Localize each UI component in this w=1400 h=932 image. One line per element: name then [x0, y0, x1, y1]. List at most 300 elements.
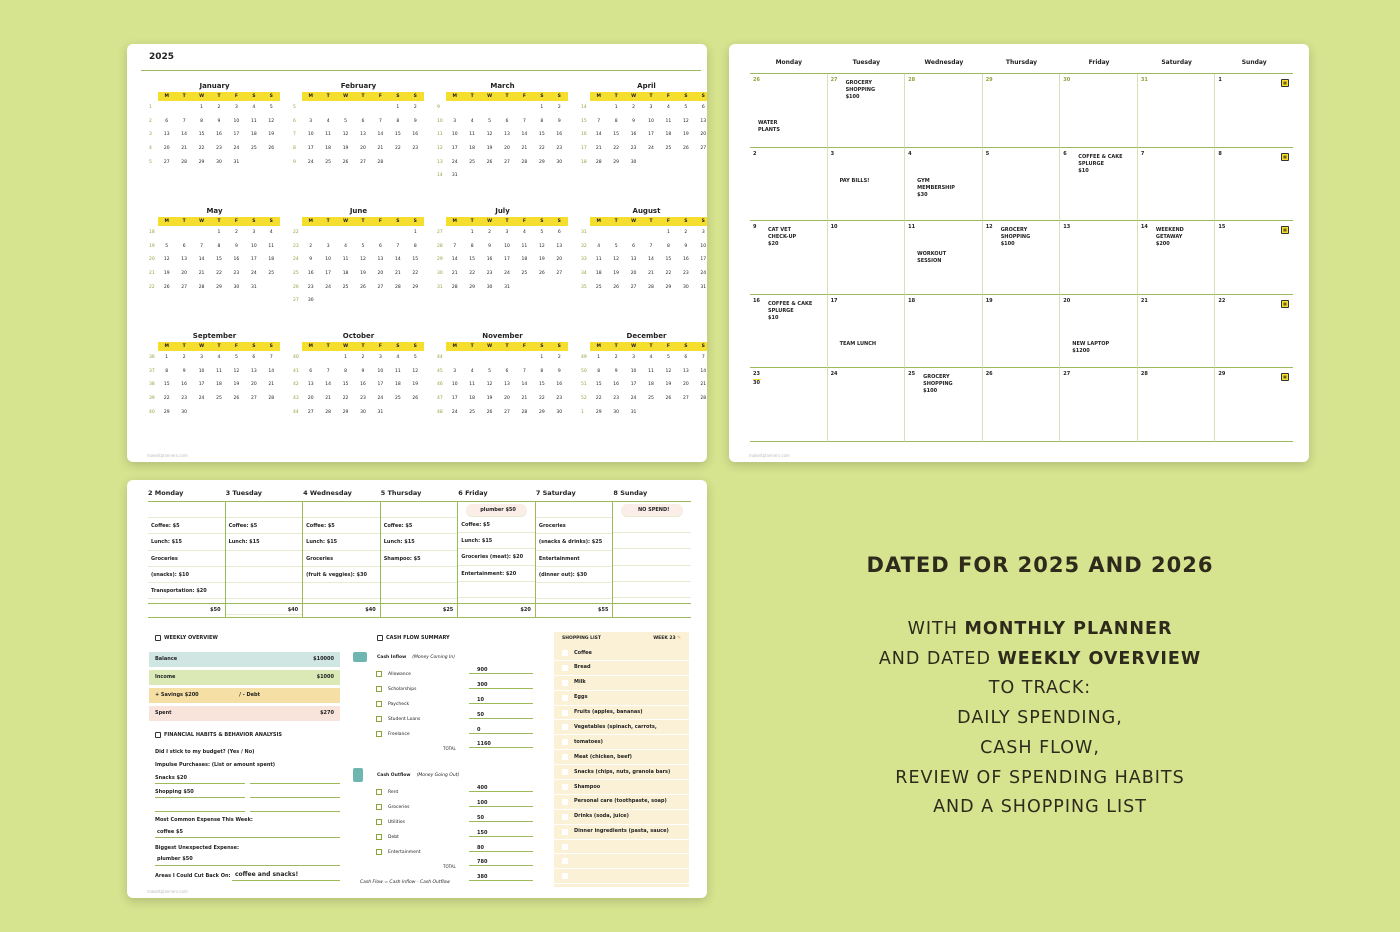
week-number: 40 — [293, 355, 299, 360]
shopping-item[interactable] — [554, 720, 689, 735]
overview-value[interactable]: / - Debt — [239, 692, 260, 698]
day-number: 30 — [753, 380, 760, 387]
date-cell: 8 — [666, 243, 670, 249]
week-row — [581, 378, 707, 392]
budget-question: Did I stick to my budget? (Yes / No) — [155, 749, 255, 755]
impulse-answer-1[interactable]: Snacks $20 — [155, 775, 187, 781]
expense-line[interactable]: Lunch: $15 — [381, 534, 458, 550]
date-cell: 27 — [682, 396, 689, 402]
week-row — [293, 406, 424, 420]
checkbox-icon — [377, 635, 383, 641]
expense-line[interactable] — [226, 551, 303, 567]
expense-line[interactable] — [303, 502, 380, 518]
item-label: Coffee — [574, 649, 592, 656]
date-cell: 15 — [538, 132, 545, 138]
date-cell: 18 — [250, 132, 257, 138]
checkbox[interactable] — [562, 769, 568, 775]
date-cell: 17 — [451, 396, 458, 402]
weekly-overview-heading: WEEKLY OVERVIEW — [155, 635, 218, 641]
day-cell[interactable] — [750, 221, 828, 295]
shopping-item[interactable] — [554, 661, 689, 676]
day-cell[interactable] — [750, 368, 828, 442]
week-row — [437, 156, 568, 170]
weekday-label: W — [487, 94, 493, 99]
cut-back-answer[interactable]: coffee and snacks! — [235, 871, 299, 878]
week-row — [149, 128, 280, 142]
date-cell: 8 — [200, 118, 203, 124]
shopping-item[interactable] — [554, 676, 689, 691]
week-number: 26 — [293, 284, 299, 290]
expense-line[interactable]: Groceries — [148, 551, 225, 567]
expense-line[interactable]: Entertainment — [536, 551, 613, 567]
date-cell — [407, 406, 424, 420]
date-cell: 27 — [163, 159, 170, 165]
expense-line[interactable] — [613, 566, 691, 582]
date-cell: 8 — [413, 243, 417, 249]
expense-line[interactable]: Entertainment: $20 — [458, 566, 535, 582]
date-cell: 2 — [361, 355, 365, 360]
date-cell: 17 — [307, 146, 314, 152]
date-cell: 23 — [233, 271, 240, 277]
date-cell: 10 — [250, 243, 257, 249]
date-cell: 11 — [325, 132, 331, 138]
day-cell[interactable] — [1060, 148, 1138, 222]
checkbox[interactable] — [562, 650, 568, 656]
overview-value[interactable]: $10000 — [313, 656, 334, 662]
date-cell — [263, 281, 280, 295]
expense-line[interactable] — [536, 502, 613, 518]
expense-line[interactable]: Shampoo: $5 — [381, 551, 458, 567]
outflow-item — [376, 804, 409, 810]
day-cell[interactable] — [828, 148, 906, 222]
weekday-label: T — [614, 94, 618, 99]
day-cell[interactable] — [905, 221, 983, 295]
date-cell: 14 — [377, 132, 384, 138]
date-cell — [319, 294, 336, 308]
date-cell: 20 — [700, 132, 707, 138]
date-cell — [245, 156, 262, 170]
checkbox[interactable] — [376, 686, 382, 692]
month-block — [149, 330, 280, 419]
overview-label: Income — [155, 674, 176, 680]
inflow-value[interactable]: 10 — [469, 697, 533, 704]
shopping-item[interactable] — [554, 825, 689, 840]
day-cell[interactable] — [1060, 368, 1138, 442]
date-cell: 28 — [521, 159, 528, 165]
expense-line[interactable]: Coffee: $5 — [458, 517, 535, 533]
checkbox[interactable] — [562, 665, 568, 671]
day-number: 27 — [1063, 371, 1071, 378]
expense-line[interactable]: (fruit & veggies): $30 — [303, 567, 380, 583]
date-cell: 6 — [557, 230, 561, 235]
checkbox[interactable] — [562, 799, 568, 805]
weekday-label: T — [649, 344, 653, 349]
expense-line[interactable]: Lunch: $15 — [226, 534, 303, 550]
day-cell[interactable] — [1138, 148, 1216, 222]
date-cell: 22 — [412, 271, 419, 277]
answer-line — [155, 797, 245, 798]
week-row — [149, 253, 280, 267]
date-cell: 29 — [469, 284, 475, 290]
week-number: WEEK 23 ✎ — [653, 636, 681, 641]
inflow-value[interactable]: 50 — [469, 712, 533, 719]
date-cell: 7 — [182, 118, 186, 124]
week-row — [581, 226, 707, 240]
date-cell: 14 — [595, 132, 602, 138]
inflow-value[interactable]: 900 — [469, 667, 533, 674]
expense-line[interactable] — [226, 583, 303, 599]
date-cell: 28 — [181, 159, 187, 165]
date-cell: 1 — [597, 355, 601, 360]
expense-line[interactable] — [381, 567, 458, 583]
date-cell: 5 — [234, 355, 238, 360]
shopping-item[interactable] — [554, 646, 689, 661]
weekday-header: 3 Tuesday — [225, 489, 263, 497]
event-note: CAT VET CHECK-UP $20 — [768, 227, 797, 248]
shopping-item[interactable] — [554, 780, 689, 795]
weekday-label: S — [684, 344, 688, 349]
date-cell — [407, 294, 424, 308]
checkbox[interactable] — [562, 695, 568, 701]
date-cell: 13 — [360, 132, 366, 138]
calendar-icon[interactable]: ▦ — [1281, 373, 1289, 381]
week-number: 5 — [149, 159, 152, 165]
outflow-label: Rent — [388, 789, 399, 795]
day-cell[interactable] — [1215, 221, 1293, 295]
outflow-label: Debt — [388, 834, 399, 840]
expense-line[interactable]: NO SPEND! — [621, 504, 683, 517]
week-row — [149, 115, 280, 129]
day-cell[interactable] — [983, 221, 1061, 295]
calendar-icon[interactable]: ▦ — [1281, 153, 1289, 161]
date-cell: 25 — [595, 284, 602, 290]
checkbox[interactable] — [562, 829, 568, 835]
common-expense-answer[interactable]: coffee $5 — [157, 829, 183, 835]
expense-line[interactable] — [226, 567, 303, 583]
date-cell: 19 — [486, 396, 493, 402]
overview-value[interactable]: $1000 — [316, 674, 334, 680]
checkbox[interactable] — [562, 858, 568, 864]
date-cell: 1 — [200, 105, 203, 110]
date-cell: 2 — [413, 105, 417, 110]
day-cell[interactable] — [983, 148, 1061, 222]
week-number: 9 — [293, 159, 296, 165]
weekday-label: S — [252, 344, 256, 349]
checkbox[interactable] — [562, 739, 568, 745]
day-number: 16 — [753, 297, 760, 304]
checkbox[interactable] — [376, 849, 382, 855]
expense-line[interactable]: Coffee: $5 — [303, 518, 380, 534]
date-cell: 19 — [233, 382, 240, 388]
daily-total: $55 — [536, 604, 614, 617]
outflow-value[interactable]: 50 — [469, 815, 533, 822]
checkbox[interactable] — [376, 834, 382, 840]
shopping-item[interactable] — [554, 765, 689, 780]
date-cell: 8 — [470, 243, 474, 249]
date-cell: 15 — [613, 132, 619, 138]
expense-line[interactable] — [458, 582, 535, 598]
checkbox[interactable] — [562, 680, 568, 686]
date-cell: 28 — [648, 284, 654, 290]
date-cell — [590, 226, 607, 240]
date-cell: 20 — [250, 382, 257, 388]
expense-line[interactable] — [148, 502, 225, 518]
item-label: Milk — [574, 679, 586, 686]
expense-line[interactable] — [613, 517, 691, 533]
date-cell: 28 — [595, 159, 602, 165]
expense-line[interactable]: (snacks & drinks): $25 — [536, 534, 613, 550]
date-cell: 6 — [309, 368, 313, 374]
date-cell — [463, 169, 480, 183]
inflow-value[interactable]: 300 — [469, 682, 533, 689]
expense-line[interactable]: (dinner out): $30 — [536, 567, 613, 583]
checkbox[interactable] — [376, 804, 382, 810]
outflow-value[interactable]: 100 — [469, 800, 533, 807]
day-cell[interactable] — [1138, 221, 1216, 295]
expense-line[interactable] — [536, 583, 613, 599]
date-cell: 12 — [268, 118, 275, 124]
outflow-value[interactable]: 150 — [469, 830, 533, 837]
date-cell: 28 — [394, 284, 401, 290]
expense-line[interactable]: (snacks): $10 — [148, 567, 225, 583]
day-cell[interactable] — [750, 295, 828, 369]
expense-line[interactable]: Groceries — [536, 518, 613, 534]
answer-line — [250, 783, 340, 784]
date-cell: 1 — [413, 230, 417, 235]
date-cell: 30 — [613, 409, 619, 415]
date-cell: 7 — [701, 355, 705, 360]
checkbox[interactable] — [376, 716, 382, 722]
checkbox[interactable] — [562, 814, 568, 820]
expense-line[interactable]: Groceries (meat): $20 — [458, 549, 535, 565]
day-cell[interactable] — [905, 74, 983, 148]
expense-line[interactable] — [381, 583, 458, 599]
expense-line[interactable]: Coffee: $5 — [226, 518, 303, 534]
expense-line[interactable]: Lunch: $15 — [303, 534, 380, 550]
shopping-item[interactable] — [554, 706, 689, 721]
checkbox[interactable] — [562, 873, 568, 879]
calendar-icon[interactable]: ▦ — [1281, 79, 1289, 87]
expense-line[interactable] — [613, 582, 691, 598]
day-cell[interactable] — [1215, 295, 1293, 369]
calendar-icon[interactable]: ▦ — [1281, 226, 1289, 234]
shopping-item[interactable] — [554, 735, 689, 750]
date-cell: 5 — [413, 355, 417, 360]
day-cell[interactable] — [1060, 295, 1138, 369]
day-number: 26 — [753, 77, 760, 83]
date-cell: 7 — [326, 368, 330, 374]
impulse-answer-2[interactable]: Shopping $50 — [155, 789, 194, 795]
day-cell[interactable] — [828, 368, 906, 442]
week-number: 23 — [293, 243, 299, 249]
week-number: 48 — [437, 409, 443, 415]
day-cell[interactable] — [828, 221, 906, 295]
date-cell — [337, 101, 354, 115]
weekday-label: W — [631, 344, 637, 349]
expense-line[interactable]: Lunch: $15 — [148, 534, 225, 550]
outflow-label: Cash Outflow (Money Going Out) — [377, 773, 460, 778]
date-cell: 31 — [233, 159, 240, 165]
week-number: 32 — [581, 243, 587, 249]
outflow-value[interactable]: 400 — [469, 785, 533, 792]
date-cell: 15 — [394, 132, 401, 138]
day-cell[interactable] — [905, 368, 983, 442]
day-cell[interactable] — [983, 74, 1061, 148]
checkbox[interactable] — [376, 789, 382, 795]
expense-line[interactable] — [381, 502, 458, 518]
date-cell: 1 — [165, 355, 169, 360]
date-cell: 29 — [412, 284, 419, 290]
habits-heading: FINANCIAL HABITS & BEHAVIOR ANALYSIS — [155, 732, 282, 738]
date-cell: 24 — [307, 159, 314, 165]
inflow-value[interactable]: 0 — [469, 727, 533, 734]
expense-line[interactable] — [303, 583, 380, 599]
date-cell: 23 — [556, 146, 563, 152]
unexpected-expense-answer[interactable]: plumber $50 — [157, 856, 193, 862]
week-row — [149, 365, 280, 379]
day-cell[interactable] — [1138, 74, 1216, 148]
week-number: 1 — [581, 409, 584, 415]
date-cell: 27 — [556, 271, 563, 277]
shopping-item[interactable] — [554, 691, 689, 706]
watermark: makeitplanners.com — [749, 453, 790, 458]
date-cell: 17 — [451, 146, 458, 152]
date-cell — [590, 101, 607, 115]
expense-line[interactable]: Transportation: $20 — [148, 583, 225, 599]
date-cell — [263, 406, 280, 420]
weekday-label: T — [649, 219, 653, 224]
day-cell[interactable] — [983, 295, 1061, 369]
expense-line[interactable] — [613, 533, 691, 549]
date-cell: 24 — [233, 146, 240, 152]
day-cell[interactable] — [1215, 74, 1293, 148]
date-cell: 24 — [325, 284, 331, 290]
day-cell[interactable] — [1215, 368, 1293, 442]
date-cell: 8 — [217, 243, 221, 249]
date-cell: 15 — [469, 257, 475, 263]
date-cell: 23 — [613, 396, 619, 402]
day-cell[interactable] — [983, 368, 1061, 442]
weekday-label: W — [199, 94, 205, 99]
expense-line[interactable] — [613, 549, 691, 565]
shopping-item[interactable] — [554, 750, 689, 765]
date-cell: 17 — [700, 257, 707, 263]
date-cell: 21 — [198, 271, 205, 277]
date-cell: 6 — [505, 118, 509, 124]
week-row — [437, 406, 568, 420]
date-cell: 26 — [613, 284, 619, 290]
date-cell — [660, 156, 677, 170]
day-cell[interactable] — [750, 74, 828, 148]
date-cell: 3 — [649, 105, 653, 110]
date-cell: 13 — [504, 132, 510, 138]
checkbox[interactable] — [562, 754, 568, 760]
date-cell: 17 — [233, 132, 240, 138]
expense-line[interactable]: Groceries — [303, 551, 380, 567]
date-cell: 21 — [648, 271, 654, 277]
date-cell: 11 — [216, 368, 222, 374]
day-cell[interactable] — [1060, 221, 1138, 295]
shopping-item[interactable] — [554, 795, 689, 810]
day-cell[interactable] — [1215, 148, 1293, 222]
date-cell: 4 — [666, 105, 670, 110]
week-number: 21 — [149, 271, 155, 277]
checkbox[interactable] — [376, 701, 382, 707]
week-number: 44 — [293, 409, 299, 415]
date-cell: 21 — [268, 382, 275, 388]
date-cell: 23 — [556, 396, 563, 402]
day-cell[interactable] — [1060, 74, 1138, 148]
checkbox[interactable] — [376, 819, 382, 825]
shopping-item[interactable] — [554, 854, 689, 869]
week-row — [437, 115, 568, 129]
day-cell[interactable] — [828, 74, 906, 148]
date-cell: 22 — [198, 146, 205, 152]
calendar-icon[interactable]: ▦ — [1281, 300, 1289, 308]
date-cell: 16 — [307, 271, 314, 277]
date-cell: 30 — [556, 159, 563, 165]
overview-row — [149, 670, 340, 685]
day-cell[interactable] — [1138, 368, 1216, 442]
day-cell[interactable] — [1138, 295, 1216, 369]
expense-line[interactable]: plumber $50 — [466, 504, 527, 517]
checkbox[interactable] — [376, 671, 382, 677]
date-cell: 28 — [268, 396, 275, 402]
checkbox[interactable] — [376, 731, 382, 737]
checkbox[interactable] — [562, 784, 568, 790]
overview-value[interactable]: $270 — [320, 710, 334, 716]
date-cell: 7 — [597, 118, 601, 124]
date-cell: 17 — [325, 271, 331, 277]
checkbox[interactable] — [562, 724, 568, 730]
date-cell — [677, 156, 694, 170]
date-cell: 28 — [451, 284, 458, 290]
day-cell[interactable] — [828, 295, 906, 369]
day-cell[interactable] — [750, 148, 828, 222]
date-cell: 18 — [268, 257, 275, 263]
expense-line[interactable]: Coffee: $5 — [148, 518, 225, 534]
date-cell: 16 — [556, 382, 563, 388]
day-number: 14 — [1140, 224, 1148, 231]
shopping-item[interactable] — [554, 810, 689, 825]
date-cell — [319, 101, 336, 115]
expense-line[interactable] — [226, 502, 303, 518]
date-cell — [228, 406, 245, 420]
expense-line[interactable]: Lunch: $15 — [458, 533, 535, 549]
date-cell: 4 — [326, 118, 330, 124]
week-row — [149, 406, 280, 420]
shopping-item[interactable] — [554, 869, 689, 884]
item-label: Fruits (apples, bananas) — [574, 709, 643, 716]
weekday-header: 7 Saturday — [535, 489, 576, 497]
date-cell: 31 — [250, 284, 257, 290]
shopping-item[interactable] — [554, 840, 689, 855]
week-row — [437, 378, 568, 392]
event-note: TEAM LUNCH — [839, 340, 877, 347]
week-number: 14 — [437, 173, 443, 179]
date-cell: 9 — [217, 118, 221, 124]
week-number: 9 — [437, 105, 440, 110]
date-cell: 27 — [250, 396, 257, 402]
expense-line[interactable]: Coffee: $5 — [381, 518, 458, 534]
checkbox[interactable] — [562, 710, 568, 716]
weekday-label: S — [540, 94, 544, 99]
checkbox[interactable] — [562, 844, 568, 850]
day-cell[interactable] — [905, 295, 983, 369]
date-cell: 1 — [540, 355, 544, 360]
day-cell[interactable] — [905, 148, 983, 222]
outflow-value[interactable]: 80 — [469, 845, 533, 852]
